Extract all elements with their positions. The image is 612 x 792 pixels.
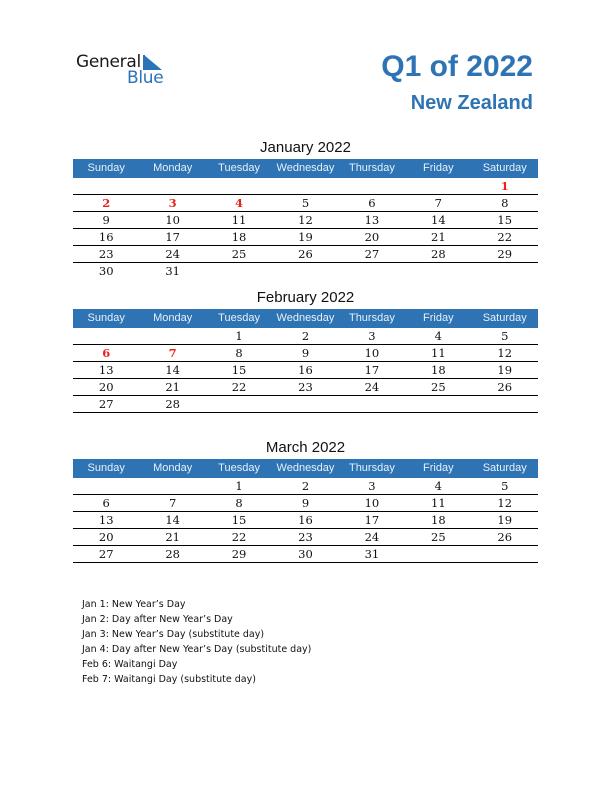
date-cell: 18 bbox=[431, 363, 446, 377]
date-cell: 29 bbox=[231, 547, 247, 561]
date-cell: 7 bbox=[434, 196, 442, 210]
date-cell: 30 bbox=[298, 547, 313, 561]
week-row bbox=[73, 512, 538, 529]
date-cell: 3 bbox=[368, 479, 376, 493]
date-cell: 14 bbox=[165, 513, 180, 527]
date-cell: 15 bbox=[231, 363, 247, 377]
week-row bbox=[73, 246, 538, 263]
date-cell: 15 bbox=[497, 213, 513, 227]
weekday-label: Monday bbox=[153, 462, 193, 474]
date-cell: 13 bbox=[98, 363, 114, 377]
date-cell bbox=[405, 546, 471, 562]
date-cell: 6 bbox=[368, 196, 376, 210]
date-cell: 27 bbox=[98, 547, 114, 561]
weekday-label: Friday bbox=[423, 462, 454, 474]
date-cell: 4 bbox=[434, 479, 442, 493]
date-cell: 16 bbox=[298, 363, 313, 377]
week-row bbox=[73, 212, 538, 229]
date-cell: 26 bbox=[497, 380, 513, 394]
weekday-label: Monday bbox=[153, 312, 193, 324]
month-title: February 2022 bbox=[256, 289, 355, 306]
month-january bbox=[73, 137, 538, 280]
date-cell: 6 bbox=[102, 496, 110, 510]
weekday-label: Tuesday bbox=[218, 312, 260, 324]
weekday-label: Saturday bbox=[482, 162, 527, 174]
date-cell bbox=[73, 178, 139, 194]
week-row bbox=[73, 362, 538, 379]
date-cell: 25 bbox=[431, 380, 446, 394]
weekday-label: Monday bbox=[153, 162, 193, 174]
date-cell: 18 bbox=[231, 230, 247, 244]
date-cell bbox=[73, 328, 139, 344]
date-cell bbox=[272, 396, 338, 412]
date-cell bbox=[272, 263, 338, 280]
date-cell: 2 bbox=[301, 329, 310, 343]
date-cell: 5 bbox=[501, 479, 509, 493]
week-row bbox=[73, 345, 538, 362]
weekday-label: Thursday bbox=[348, 462, 395, 474]
date-cell: 10 bbox=[165, 213, 180, 227]
date-cell bbox=[139, 328, 205, 344]
week-row bbox=[73, 529, 538, 546]
date-cell: 11 bbox=[231, 213, 247, 227]
date-cell: 9 bbox=[301, 346, 310, 360]
date-cell: 9 bbox=[301, 496, 310, 510]
date-cell bbox=[339, 396, 405, 412]
holiday-list-item: Jan 4: Day after New Year’s Day (substitute day) bbox=[82, 644, 312, 655]
date-cell: 12 bbox=[298, 213, 313, 227]
date-cell bbox=[339, 178, 405, 194]
date-cell: 22 bbox=[231, 530, 247, 544]
date-cell: 19 bbox=[298, 230, 313, 244]
week-row bbox=[73, 195, 538, 212]
date-cell bbox=[472, 263, 538, 280]
logo-text-general: General bbox=[76, 52, 141, 72]
holiday-list-item: Jan 2: Day after New Year’s Day bbox=[82, 614, 233, 625]
date-cell: 12 bbox=[497, 496, 513, 510]
date-cell: 8 bbox=[235, 496, 243, 510]
date-cell: 21 bbox=[165, 530, 180, 544]
date-cell: 22 bbox=[497, 230, 513, 244]
weekday-label: Friday bbox=[423, 162, 454, 174]
holiday-date-cell: 2 bbox=[102, 196, 111, 210]
date-cell: 8 bbox=[501, 196, 509, 210]
weekday-header bbox=[73, 459, 538, 478]
general-blue-logo bbox=[76, 52, 176, 88]
weekday-header bbox=[73, 309, 538, 328]
weekday-label: Tuesday bbox=[218, 462, 260, 474]
date-cell: 16 bbox=[98, 230, 114, 244]
date-cell: 25 bbox=[231, 247, 247, 261]
date-cell: 8 bbox=[235, 346, 243, 360]
date-cell: 15 bbox=[231, 513, 247, 527]
date-cell: 1 bbox=[235, 479, 243, 493]
week-row bbox=[73, 546, 538, 563]
date-cell bbox=[405, 263, 471, 280]
holiday-list-item: Jan 1: New Year’s Day bbox=[82, 599, 186, 610]
date-cell: 11 bbox=[431, 346, 446, 360]
weekday-label: Sunday bbox=[87, 462, 125, 474]
date-cell bbox=[139, 478, 205, 494]
date-cell: 17 bbox=[165, 230, 180, 244]
date-cell: 24 bbox=[364, 380, 380, 394]
date-cell: 1 bbox=[235, 329, 243, 343]
weekday-label: Wednesday bbox=[276, 162, 335, 174]
month-march bbox=[73, 437, 538, 563]
date-cell: 3 bbox=[368, 329, 376, 343]
date-cell: 27 bbox=[98, 397, 114, 411]
date-cell bbox=[472, 396, 538, 412]
date-cell: 20 bbox=[364, 230, 380, 244]
date-cell: 20 bbox=[98, 530, 114, 544]
date-cell: 7 bbox=[168, 496, 177, 510]
date-cell: 20 bbox=[98, 380, 114, 394]
date-cell: 25 bbox=[431, 530, 446, 544]
date-cell: 10 bbox=[364, 496, 380, 510]
date-cell bbox=[405, 178, 471, 194]
date-cell bbox=[73, 478, 139, 494]
date-cell bbox=[139, 178, 205, 194]
week-row bbox=[73, 396, 538, 413]
date-cell: 19 bbox=[497, 363, 513, 377]
date-cell: 10 bbox=[364, 346, 380, 360]
date-cell: 23 bbox=[298, 530, 313, 544]
holiday-list bbox=[82, 597, 311, 687]
date-cell: 5 bbox=[301, 196, 310, 210]
date-cell bbox=[206, 396, 272, 412]
date-cell: 12 bbox=[497, 346, 513, 360]
week-row bbox=[73, 379, 538, 396]
date-cell bbox=[339, 263, 405, 280]
month-title: January 2022 bbox=[260, 139, 351, 156]
weekday-label: Saturday bbox=[482, 312, 527, 324]
date-cell: 21 bbox=[165, 380, 180, 394]
date-cell: 26 bbox=[497, 530, 513, 544]
weekday-label: Saturday bbox=[482, 462, 527, 474]
date-cell: 19 bbox=[497, 513, 513, 527]
date-cell: 26 bbox=[298, 247, 313, 261]
date-cell: 4 bbox=[434, 329, 442, 343]
weekday-label: Friday bbox=[423, 312, 454, 324]
date-cell: 24 bbox=[165, 247, 180, 261]
date-cell: 14 bbox=[431, 213, 446, 227]
date-cell: 16 bbox=[298, 513, 313, 527]
weekday-label: Thursday bbox=[348, 312, 395, 324]
date-cell: 13 bbox=[98, 513, 114, 527]
date-cell bbox=[206, 178, 272, 194]
date-cell: 18 bbox=[431, 513, 446, 527]
weekday-label: Thursday bbox=[348, 162, 395, 174]
week-row bbox=[73, 229, 538, 246]
week-row bbox=[73, 478, 538, 495]
date-cell: 27 bbox=[364, 247, 380, 261]
week-row bbox=[73, 178, 538, 195]
holiday-list-item: Feb 7: Waitangi Day (substitute day) bbox=[82, 674, 256, 685]
date-cell: 14 bbox=[165, 363, 180, 377]
holiday-list-item: Feb 6: Waitangi Day bbox=[82, 659, 178, 670]
date-cell: 29 bbox=[497, 247, 513, 261]
week-row bbox=[73, 328, 538, 345]
week-row bbox=[73, 263, 538, 280]
holiday-date-cell: 7 bbox=[168, 346, 177, 360]
weekday-label: Sunday bbox=[87, 312, 125, 324]
date-cell: 11 bbox=[431, 496, 446, 510]
date-cell: 23 bbox=[298, 380, 313, 394]
date-cell: 30 bbox=[98, 264, 114, 278]
month-title: March 2022 bbox=[265, 439, 346, 456]
holiday-date-cell: 3 bbox=[168, 196, 177, 210]
date-cell: 13 bbox=[364, 213, 380, 227]
date-cell: 5 bbox=[501, 329, 509, 343]
date-cell: 24 bbox=[364, 530, 380, 544]
holiday-date-cell: 4 bbox=[235, 196, 244, 210]
date-cell bbox=[405, 396, 471, 412]
date-cell: 17 bbox=[364, 363, 380, 377]
country-subtitle: New Zealand bbox=[410, 92, 533, 114]
date-cell: 9 bbox=[102, 213, 110, 227]
month-february bbox=[73, 287, 538, 413]
date-cell bbox=[472, 546, 538, 562]
week-row bbox=[73, 495, 538, 512]
date-cell: 17 bbox=[364, 513, 380, 527]
date-cell: 28 bbox=[165, 397, 180, 411]
date-cell: 22 bbox=[231, 380, 247, 394]
date-cell: 21 bbox=[431, 230, 446, 244]
weekday-label: Wednesday bbox=[276, 312, 335, 324]
weekday-label: Sunday bbox=[87, 162, 125, 174]
holiday-date-cell: 1 bbox=[500, 179, 509, 193]
date-cell: 23 bbox=[98, 247, 114, 261]
date-cell: 31 bbox=[364, 547, 380, 561]
date-cell: 2 bbox=[301, 479, 310, 493]
holiday-date-cell: 6 bbox=[102, 346, 111, 360]
logo-text-blue: Blue bbox=[127, 68, 164, 88]
date-cell: 28 bbox=[431, 247, 446, 261]
date-cell bbox=[206, 263, 272, 280]
weekday-label: Tuesday bbox=[218, 162, 260, 174]
weekday-label: Wednesday bbox=[276, 462, 335, 474]
holiday-list-item: Jan 3: New Year’s Day (substitute day) bbox=[82, 629, 265, 640]
date-cell bbox=[272, 178, 338, 194]
weekday-header bbox=[73, 159, 538, 178]
page-title: Q1 of 2022 bbox=[381, 50, 533, 83]
date-cell: 28 bbox=[165, 547, 180, 561]
date-cell: 31 bbox=[165, 264, 180, 278]
